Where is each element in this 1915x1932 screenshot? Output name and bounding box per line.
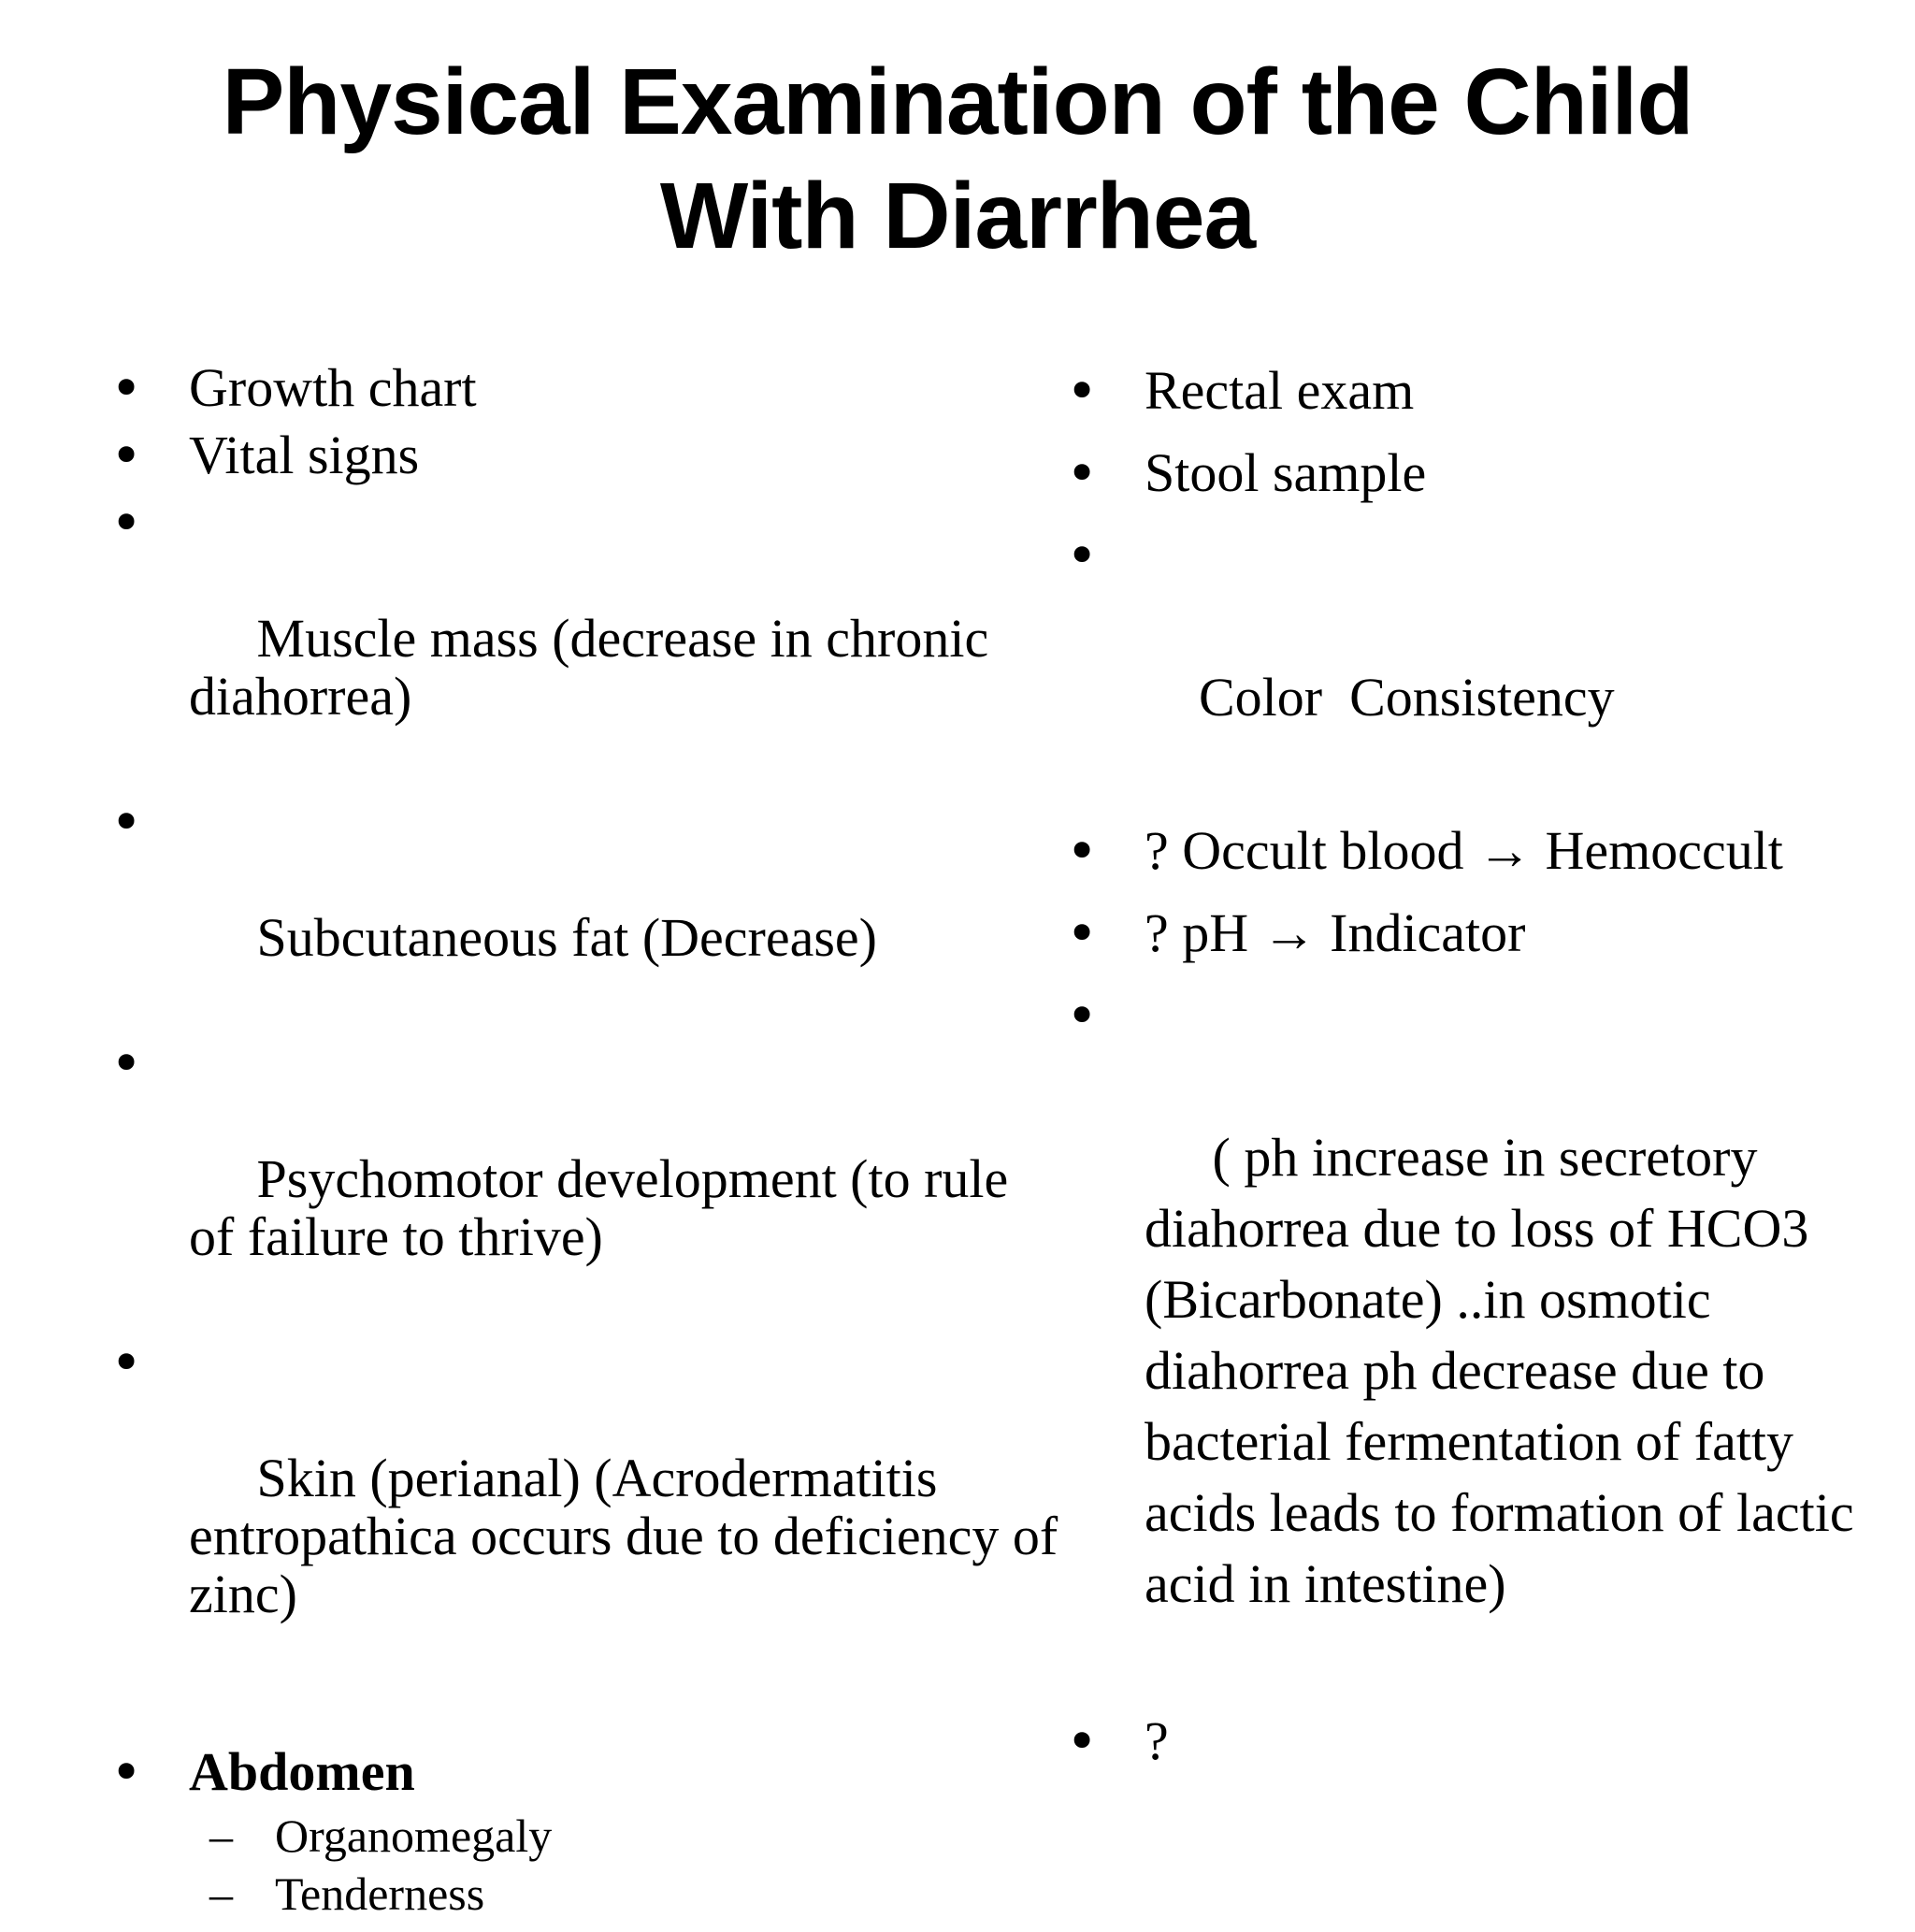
dash-icon: –	[209, 1867, 233, 1920]
list-item-color-consistency	[1066, 520, 1889, 804]
bullet-icon: •	[1066, 901, 1099, 965]
bullet-icon: •	[110, 1031, 143, 1095]
bullet-icon: •	[110, 1331, 143, 1394]
abdomen-label: Abdomen	[189, 1741, 415, 1802]
list-item-stool-sample	[1066, 438, 1889, 509]
bullet-icon: •	[110, 491, 143, 555]
list-item-text: Color Consistency	[1199, 667, 1615, 728]
list-item-occult-blood	[1066, 815, 1889, 887]
list-item-text: Muscle mass (decrease in chronic diahorrea)	[189, 608, 1002, 727]
list-item-question	[1066, 1706, 1889, 1777]
list-item-rectal-exam	[1066, 355, 1889, 426]
list-item-text: Growth chart	[189, 357, 477, 418]
bullet-icon: •	[1066, 524, 1099, 587]
list-item-psychomotor-development	[110, 1031, 1064, 1324]
left-bullet-list	[110, 356, 1072, 1932]
sub-item-text: Tenderness	[275, 1867, 485, 1920]
list-item-ph-indicator	[1066, 898, 1889, 969]
bullet-icon: •	[1066, 819, 1099, 883]
list-item-text: ? Occult blood → Hemoccult	[1145, 820, 1783, 881]
bullet-icon: •	[110, 356, 143, 420]
bullet-icon: •	[110, 1740, 143, 1804]
slide-title-line-1: Physical Examination of the Child	[222, 50, 1693, 154]
list-item-text: ( ph increase in secretory diahorrea due to loss of HCO3 (Bicarbonate) ..in osmotic diahorrea ph decrease due to bacterial fermentation of fatty acids leads to formation of lactic acid in intestine)	[1145, 1127, 1868, 1614]
list-item-text: Vital signs	[189, 425, 420, 485]
sub-item-text: Organomegaly	[275, 1809, 553, 1862]
list-item-vital-signs	[110, 424, 1064, 487]
abdomen-sublist	[189, 1807, 1064, 1923]
list-item-muscle-mass	[110, 491, 1064, 784]
bullet-icon: •	[1066, 1709, 1099, 1773]
bullet-icon: •	[1066, 359, 1099, 423]
list-item-text: Rectal exam	[1145, 360, 1415, 421]
slide-title-line-2: With Diarrhea	[659, 164, 1256, 268]
list-item-skin-perianal	[110, 1331, 1072, 1681]
dash-icon: –	[209, 1809, 233, 1862]
list-item-text: Psychomotor development (to rule of failure to thrive)	[189, 1148, 1022, 1267]
list-item-text: Subcutaneous fat (Decrease)	[243, 907, 877, 968]
bullet-icon: •	[110, 790, 143, 854]
list-item-growth-chart	[110, 356, 1064, 420]
slide-title	[0, 45, 1915, 273]
list-item-abdomen	[110, 1740, 1064, 1923]
sub-item-organomegaly	[189, 1807, 1064, 1865]
right-bullet-list	[1066, 355, 1889, 1788]
list-item-text: Skin (perianal) (Acrodermatitis entropathica occurs due to deficiency of zinc)	[189, 1448, 1072, 1624]
list-item-subcutaneous-fat	[110, 790, 1064, 1025]
list-item-ph-explanation	[1066, 980, 1889, 1691]
list-item-text: ?	[1145, 1710, 1169, 1771]
bullet-icon: •	[1066, 441, 1099, 505]
list-item-text: Stool sample	[1145, 442, 1427, 503]
list-item-text: ? pH → Indicator	[1145, 902, 1526, 963]
bullet-icon: •	[1066, 984, 1099, 1047]
bullet-icon: •	[110, 424, 143, 487]
sub-item-tenderness	[189, 1865, 1064, 1923]
